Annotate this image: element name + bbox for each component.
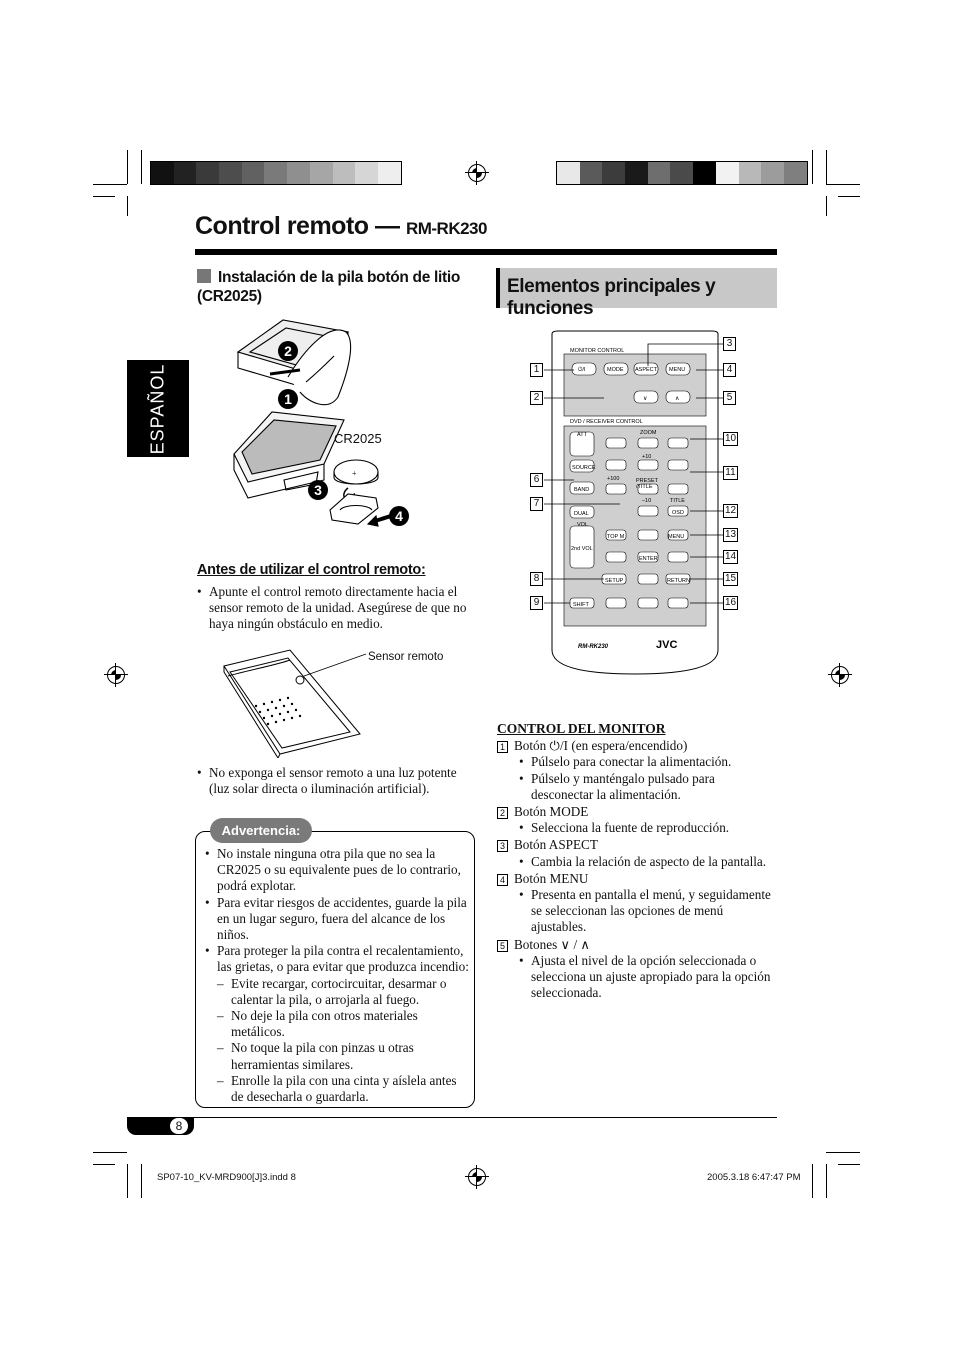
svg-text:/TITLE: /TITLE [636, 484, 653, 490]
callout-lines [540, 335, 730, 615]
warning-label: Advertencia: [210, 818, 312, 843]
color-swatch [784, 162, 807, 184]
svg-text:∨: ∨ [643, 396, 648, 402]
svg-text:TITLE: TITLE [670, 498, 685, 504]
monitor-control-item [497, 871, 779, 936]
callout-6: 6 [530, 473, 543, 487]
color-swatch [287, 162, 310, 184]
step-2-icon: 2 [278, 341, 298, 361]
footer-rule [127, 1117, 777, 1118]
title-rule [195, 249, 777, 255]
item-number: 2 [497, 807, 508, 819]
color-swatch [196, 162, 219, 184]
monitor-control-label: MONITOR CONTROL [570, 348, 625, 354]
svg-text:MENU: MENU [668, 534, 685, 540]
list-item: • Selecciona la fuente de reproducción. [519, 820, 779, 836]
callout-3: 3 [723, 337, 736, 351]
svg-text:ASPECT: ASPECT [635, 367, 658, 373]
color-swatch [602, 162, 625, 184]
svg-text:+: + [352, 469, 357, 478]
color-swatch [264, 162, 287, 184]
svg-text:TOP M: TOP M [607, 534, 625, 540]
registration-mark-top [468, 164, 486, 182]
svg-text:PRESET: PRESET [636, 478, 659, 484]
color-bar-left [150, 161, 402, 185]
callout-13: 13 [724, 529, 737, 540]
color-swatch [716, 162, 739, 184]
svg-text:DUAL: DUAL [574, 511, 589, 517]
elements-heading: Elementos principales y funciones [496, 268, 777, 308]
color-swatch [333, 162, 356, 184]
callout-8: 8 [530, 572, 543, 586]
color-swatch [355, 162, 378, 184]
callout-16: 16 [724, 597, 737, 608]
item-number: 3 [497, 840, 508, 852]
svg-text:ZOOM: ZOOM [640, 430, 657, 436]
svg-text:SOURCE: SOURCE [572, 465, 596, 471]
warning-subitem: – No toque la pila con pinzas u otras herramientas similares. [217, 1040, 470, 1072]
page-number: 8 [170, 1118, 188, 1134]
item-number: 1 [497, 741, 508, 753]
item-number: 4 [497, 874, 508, 886]
list-item: • Ajusta el nivel de la opción seleccionada o selecciona un ajuste apropiado para la opción seleccionada. [519, 953, 779, 1002]
color-bar-right [556, 161, 808, 185]
list-item: • Cambia la relación de aspecto de la pantalla. [519, 854, 779, 870]
list-item: • Púlselo y manténgalo pulsado para desconectar la alimentación. [519, 771, 779, 803]
dvd-control-label: DVD / RECEIVER CONTROL [570, 419, 643, 425]
model-name: RM-RK230 [405, 219, 487, 238]
svg-text:⏻/I: ⏻/I [578, 367, 586, 373]
color-swatch [670, 162, 693, 184]
callout-7: 7 [530, 497, 543, 511]
item-number: 5 [497, 940, 508, 952]
list-item: • Presenta en pantalla el menú, y seguidamente se seleccionan las opciones de menú ajustables. [519, 887, 779, 936]
svg-text:VOL: VOL [577, 522, 589, 528]
callout-5: 5 [723, 391, 736, 405]
list-item: • No exponga el sensor remoto a una luz potente (luz solar directa o iluminación artificial). [197, 765, 472, 797]
item-label: Botón MODE [514, 804, 589, 820]
svg-text:OSD: OSD [672, 510, 684, 516]
registration-mark-right [831, 666, 849, 684]
svg-text:ATT: ATT [577, 432, 587, 438]
warning-subitem: – No deje la pila con otros materiales metálicos. [217, 1008, 470, 1040]
item-label: Botón MENU [514, 870, 589, 886]
page-title: Control remoto — RM-RK230 [195, 212, 487, 240]
list-item: • Apunte el control remoto directamente hacia el sensor remoto de la unidad. Asegúrese de que no haya ningún obstáculo en medio. [197, 584, 472, 633]
color-swatch [378, 162, 401, 184]
sensor-illustration [220, 646, 370, 758]
monitor-control-item [497, 804, 779, 836]
step-1-icon: 1 [278, 389, 298, 409]
step-4-icon: 4 [389, 506, 409, 526]
svg-text:MENU: MENU [669, 367, 686, 373]
warning-item: • Para proteger la pila contra el recalentamiento, las grietas, o para evitar que produzca incendio: [205, 943, 470, 975]
monitor-control-item [497, 837, 779, 869]
list-item: • Púlselo para conectar la alimentación. [519, 754, 779, 770]
svg-text:SHIFT: SHIFT [573, 602, 589, 608]
svg-text:+10: +10 [642, 454, 652, 460]
before-use-heading: Antes de utilizar el control remoto: [197, 562, 426, 578]
step-3-icon: 3 [308, 480, 328, 500]
color-swatch [648, 162, 671, 184]
color-swatch [693, 162, 716, 184]
battery-heading: Instalación de la pila botón de litio (CR2025) [197, 269, 461, 305]
warning-item: • Para evitar riesgos de accidentes, guarde la pila en un lugar seguro, fuera del alcance de los niños. [205, 895, 470, 944]
monitor-control-item [497, 937, 779, 1002]
item-label: Botón ⏻/I (en espera/encendido) [514, 738, 688, 754]
color-swatch [242, 162, 265, 184]
callout-10: 10 [724, 433, 737, 444]
callout-2: 2 [530, 391, 543, 405]
language-tab: ESPAÑOL [127, 360, 189, 457]
registration-mark-bottom [468, 1168, 486, 1186]
color-swatch [580, 162, 603, 184]
callout-15: 15 [724, 573, 737, 584]
color-swatch [219, 162, 242, 184]
item-label: Botón ASPECT [514, 837, 598, 853]
svg-text:BAND: BAND [574, 487, 590, 493]
warning-subitem: – Enrolle la pila con una cinta y aíslela antes de desecharla o guardarla. [217, 1073, 470, 1105]
item-label: Botones ∨ / ∧ [514, 936, 591, 952]
svg-text:RM-RK230: RM-RK230 [578, 644, 609, 650]
svg-text:MODE: MODE [607, 367, 624, 373]
color-swatch [151, 162, 174, 184]
svg-text:∧: ∧ [675, 396, 680, 402]
svg-text:SETUP: SETUP [605, 578, 624, 584]
before-use-list [197, 584, 472, 633]
svg-text:–10: –10 [642, 498, 652, 504]
battery-installation-illustration [228, 312, 418, 532]
footer-file: SP07-10_KV-MRD900[J]3.indd 8 [157, 1172, 296, 1183]
color-swatch [557, 162, 580, 184]
svg-text:RETURN: RETURN [667, 578, 690, 584]
battery-label: CR2025 [334, 431, 382, 446]
monitor-control-heading: CONTROL DEL MONITOR [497, 721, 666, 736]
color-swatch [761, 162, 784, 184]
svg-text:JVC: JVC [656, 639, 678, 651]
footer-timestamp: 2005.3.18 6:47:47 PM [707, 1172, 801, 1183]
callout-14: 14 [724, 551, 737, 562]
sensor-label: Sensor remoto [368, 651, 444, 663]
callout-12: 12 [724, 505, 737, 516]
sensor-warning-list [197, 765, 472, 797]
color-swatch [739, 162, 762, 184]
color-swatch [310, 162, 333, 184]
svg-text:+100: +100 [607, 476, 620, 482]
warning-subitem: – Evite recargar, cortocircuitar, desarmar o calentar la pila, o arrojarla al fuego. [217, 976, 470, 1008]
svg-text:2nd VOL: 2nd VOL [571, 546, 593, 552]
callout-4: 4 [723, 363, 736, 377]
section-marker-icon [197, 269, 211, 283]
callout-9: 9 [530, 596, 543, 610]
callout-1: 1 [530, 363, 543, 377]
registration-mark-left [107, 666, 125, 684]
warning-content [205, 846, 470, 1105]
warning-item: • No instale ninguna otra pila que no sea la CR2025 o su equivalente pues de lo contrario, podrá explotar. [205, 846, 470, 895]
monitor-control-item [497, 738, 779, 803]
callout-11: 11 [723, 466, 738, 480]
svg-text:ENTER: ENTER [639, 556, 658, 562]
color-swatch [174, 162, 197, 184]
monitor-control-section [497, 721, 779, 1001]
color-swatch [625, 162, 648, 184]
